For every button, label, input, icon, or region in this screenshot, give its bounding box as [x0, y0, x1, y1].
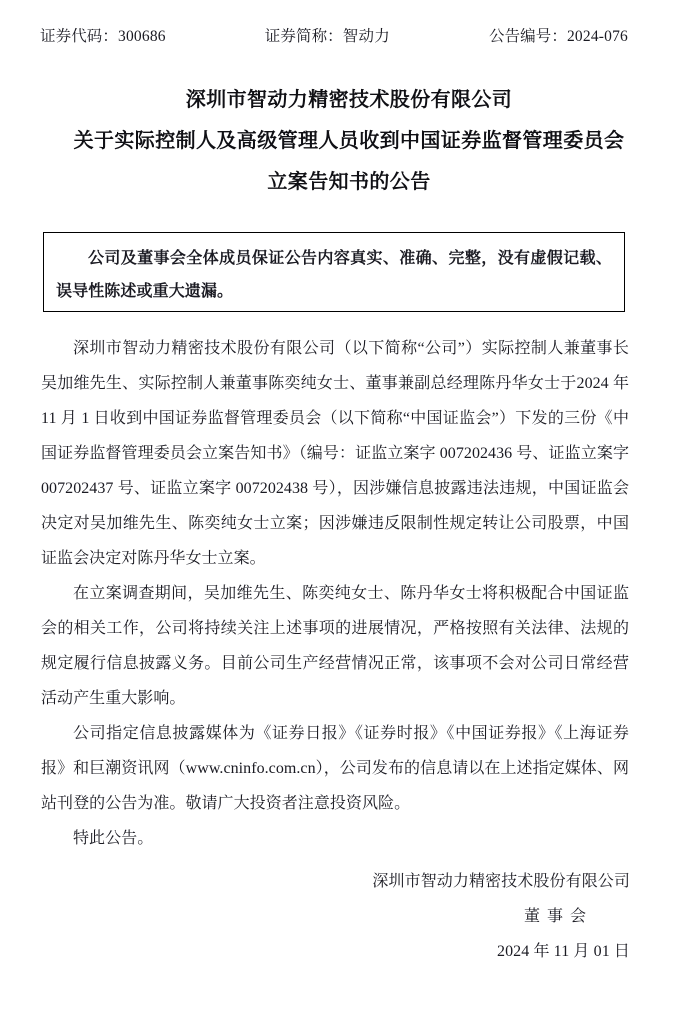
- signature-block: [41, 864, 630, 969]
- title-line-subject: 关于实际控制人及高级管理人员收到中国证券监督管理委员会: [73, 130, 625, 152]
- title-line-company: 深圳市智动力精密技术股份有限公司: [185, 89, 513, 111]
- document-header: [40, 27, 628, 47]
- announcement-number-value: 2024-076: [566, 28, 628, 45]
- announcement-number-label: 公告编号：: [488, 28, 567, 45]
- announcement-number-field: [489, 27, 628, 47]
- stock-name-field: [265, 27, 390, 47]
- disclaimer-box: [43, 232, 625, 312]
- stock-name-value: 智动力: [342, 28, 390, 45]
- document-body: [41, 331, 629, 856]
- stock-code-value: 300686: [118, 28, 166, 45]
- body-paragraph-3: 公司指定信息披露媒体为《证券日报》《证券时报》《中国证券报》《上海证券报》和巨潮资讯网（www.cninfo.com.cn），公司发布的信息请以在上述指定媒体、网站刊登的公告为准。敬请广大投资者注意投资风险。: [41, 725, 629, 812]
- signature-board: 董事会: [523, 908, 593, 925]
- signature-company: 深圳市智动力精密技术股份有限公司: [372, 873, 630, 890]
- stock-code-field: [40, 27, 166, 47]
- body-paragraph-4: 特此公告。: [73, 830, 154, 847]
- stock-name-label: 证券简称：: [264, 28, 343, 45]
- signature-date: 2024 年 11 月 01 日: [496, 943, 630, 960]
- title-line-subject-cont: 立案告知书的公告: [267, 171, 431, 193]
- body-paragraph-1: 深圳市智动力精密技术股份有限公司（以下简称“公司”）实际控制人兼董事长吴加维先生、实际控制人兼董事陈奕纯女士、董事兼副总经理陈丹华女士于2024 年 11 月 1 日收到中国证券监督管理委员会（以下简称“中国证监会”）下发的三份《中国证券监督管理委员会立案告知书》（编号：证监立案字 007202436 号、证监立案字 007202437 号、证监立案字 007202438 号），因涉嫌信息披露违法违规，中国证监会决定对吴加维先生、陈奕纯女士立案；因涉嫌违反限制性规定转让公司股票，中国证监会决定对陈丹华女士立案。: [41, 340, 629, 567]
- page-title: [34, 80, 664, 203]
- body-paragraph-2: 在立案调查期间，吴加维先生、陈奕纯女士、陈丹华女士将积极配合中国证监会的相关工作，公司将持续关注上述事项的进展情况，严格按照有关法律、法规的规定履行信息披露义务。目前公司生产经营情况正常，该事项不会对公司日常经营活动产生重大影响。: [41, 585, 629, 707]
- stock-code-label: 证券代码：: [40, 28, 119, 45]
- disclaimer-text: 公司及董事会全体成员保证公告内容真实、准确、完整，没有虚假记载、误导性陈述或重大遗漏。: [56, 250, 612, 300]
